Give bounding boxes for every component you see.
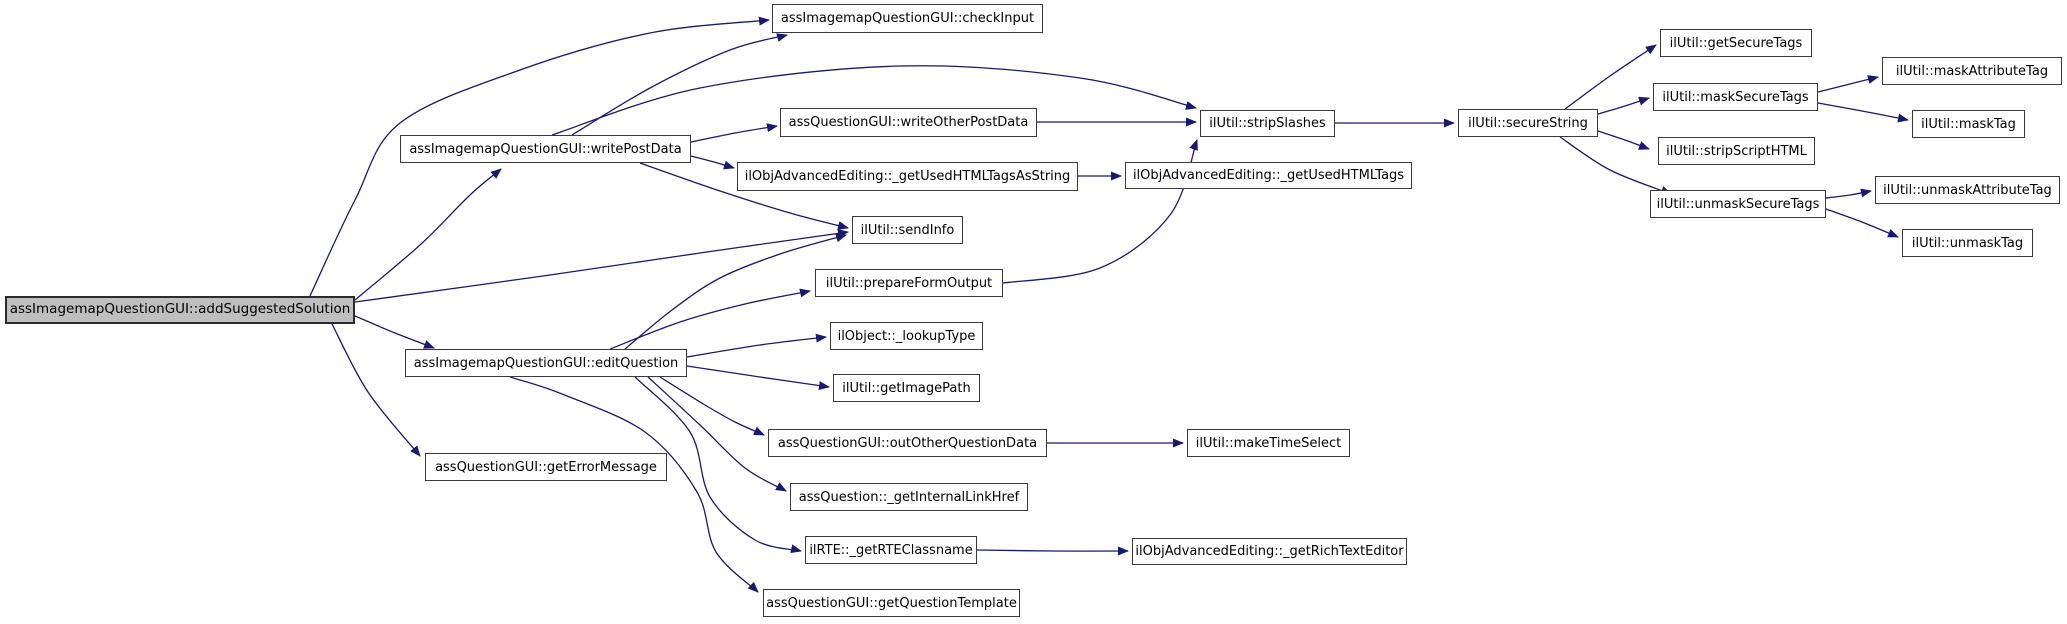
node-label: ilObjAdvancedEditing::_getUsedHTMLTagsAsString — [744, 169, 1071, 184]
node-label: ilUtil::prepareFormOutput — [825, 275, 993, 291]
edge-secureString-to-maskSecureTags — [1598, 98, 1649, 114]
node-getQuestionTemplate[interactable] — [763, 589, 1020, 617]
node-label: assQuestionGUI::getQuestionTemplate — [766, 595, 1017, 611]
edge-unmaskSecureTags-to-unmaskTag — [1826, 209, 1898, 237]
node-label: ilRTE::_getRTEClassname — [809, 542, 973, 558]
edge-editQuestion-to-getImagePath — [687, 366, 829, 387]
node-sendInfo[interactable] — [852, 216, 963, 244]
edge-secureString-to-stripScriptHTML — [1598, 131, 1649, 149]
edge-addSuggestedSolution-to-sendInfo — [355, 232, 848, 302]
edge-maskSecureTags-to-maskAttributeTag — [1818, 77, 1878, 92]
node-maskSecureTags[interactable] — [1653, 83, 1818, 111]
node-label: ilUtil::getImagePath — [842, 380, 971, 396]
edge-editQuestion-to-getInternalLinkHref — [648, 377, 786, 491]
edge-addSuggestedSolution-to-writePostData — [355, 169, 501, 300]
node-checkInput[interactable] — [772, 4, 1043, 33]
node-unmaskSecureTags[interactable] — [1650, 190, 1826, 218]
node-label: assImagemapQuestionGUI::checkInput — [780, 11, 1035, 26]
node-unmaskAttributeTag[interactable] — [1875, 176, 2060, 204]
node-getUsedHTMLTagsAsString[interactable] — [737, 162, 1078, 191]
node-label: ilUtil::maskSecureTags — [1662, 89, 1809, 105]
node-getImagePath[interactable] — [833, 374, 980, 402]
node-getSecureTags[interactable] — [1660, 29, 1812, 57]
edge-addSuggestedSolution-to-getErrorMessage — [332, 324, 420, 456]
node-unmaskTag[interactable] — [1902, 229, 2033, 257]
node-label: assImagemapQuestionGUI::editQuestion — [413, 355, 679, 371]
node-getErrorMessage[interactable] — [425, 453, 667, 481]
node-maskAttributeTag[interactable] — [1882, 57, 2062, 85]
node-label: assQuestion::_getInternalLinkHref — [798, 489, 1020, 505]
node-makeTimeSelect[interactable] — [1187, 429, 1350, 457]
node-label: ilObject::_lookupType — [837, 328, 976, 344]
edge-getRTEClassname-to-getRichTextEditor — [977, 550, 1128, 551]
node-label: ilObjAdvancedEditing::_getUsedHTMLTags — [1132, 168, 1405, 183]
edge-editQuestion-to-getQuestionTemplate — [510, 377, 758, 592]
node-prepareFormOutput[interactable] — [815, 269, 1003, 297]
edge-writePostData-to-getUsedHTMLTagsAsString — [691, 156, 734, 168]
node-stripSlashes[interactable] — [1200, 110, 1335, 137]
node-label: assImagemapQuestionGUI::writePostData — [409, 141, 682, 157]
node-maskTag[interactable] — [1912, 110, 2025, 138]
edge-unmaskSecureTags-to-unmaskAttributeTag — [1826, 191, 1871, 198]
edge-editQuestion-to-lookupType — [687, 337, 826, 357]
node-addSuggestedSolution[interactable] — [5, 296, 355, 324]
node-label: ilUtil::sendInfo — [860, 222, 955, 238]
node-label: ilUtil::unmaskTag — [1911, 235, 2024, 251]
node-label: assQuestionGUI::outOtherQuestionData — [777, 435, 1038, 451]
node-label: ilUtil::getSecureTags — [1669, 35, 1803, 51]
node-label: ilUtil::stripSlashes — [1209, 116, 1326, 131]
node-getRichTextEditor[interactable] — [1132, 538, 1407, 565]
node-getInternalLinkHref[interactable] — [790, 483, 1028, 511]
node-stripScriptHTML[interactable] — [1658, 137, 1815, 165]
edge-editQuestion-to-outOtherQuestionData — [660, 377, 764, 435]
node-label: ilUtil::maskAttributeTag — [1895, 63, 2049, 79]
edge-maskSecureTags-to-maskTag — [1818, 103, 1908, 120]
node-label: ilObjAdvancedEditing::_getRichTextEditor — [1135, 544, 1404, 559]
node-label: assImagemapQuestionGUI::addSuggestedSolution — [9, 301, 351, 318]
node-label: assQuestionGUI::getErrorMessage — [435, 459, 657, 475]
node-label: ilUtil::stripScriptHTML — [1666, 143, 1807, 159]
node-outOtherQuestionData[interactable] — [768, 429, 1047, 457]
node-label: ilUtil::makeTimeSelect — [1195, 435, 1342, 451]
node-lookupType[interactable] — [830, 322, 983, 350]
node-label: ilUtil::unmaskSecureTags — [1656, 196, 1820, 212]
node-secureString[interactable] — [1458, 109, 1598, 137]
edge-secureString-to-unmaskSecureTags — [1560, 137, 1671, 194]
node-editQuestion[interactable] — [405, 349, 687, 377]
edge-secureString-to-getSecureTags — [1565, 45, 1656, 109]
edge-writePostData-to-writeOtherPostData — [691, 126, 777, 142]
node-writeOtherPostData[interactable] — [780, 108, 1037, 137]
node-label: ilUtil::unmaskAttributeTag — [1883, 182, 2052, 198]
node-label: ilUtil::maskTag — [1921, 116, 2016, 132]
node-getRTEClassname[interactable] — [805, 536, 977, 564]
node-label: ilUtil::secureString — [1468, 115, 1588, 131]
node-getUsedHTMLTags[interactable] — [1125, 162, 1412, 189]
node-label: assQuestionGUI::writeOtherPostData — [788, 115, 1029, 130]
edge-addSuggestedSolution-to-editQuestion — [355, 316, 434, 348]
edge-editQuestion-to-prepareFormOutput — [610, 291, 810, 349]
edge-editQuestion-to-sendInfo — [625, 235, 846, 349]
node-writePostData[interactable] — [400, 135, 691, 163]
edge-writePostData-to-checkInput — [572, 35, 787, 135]
